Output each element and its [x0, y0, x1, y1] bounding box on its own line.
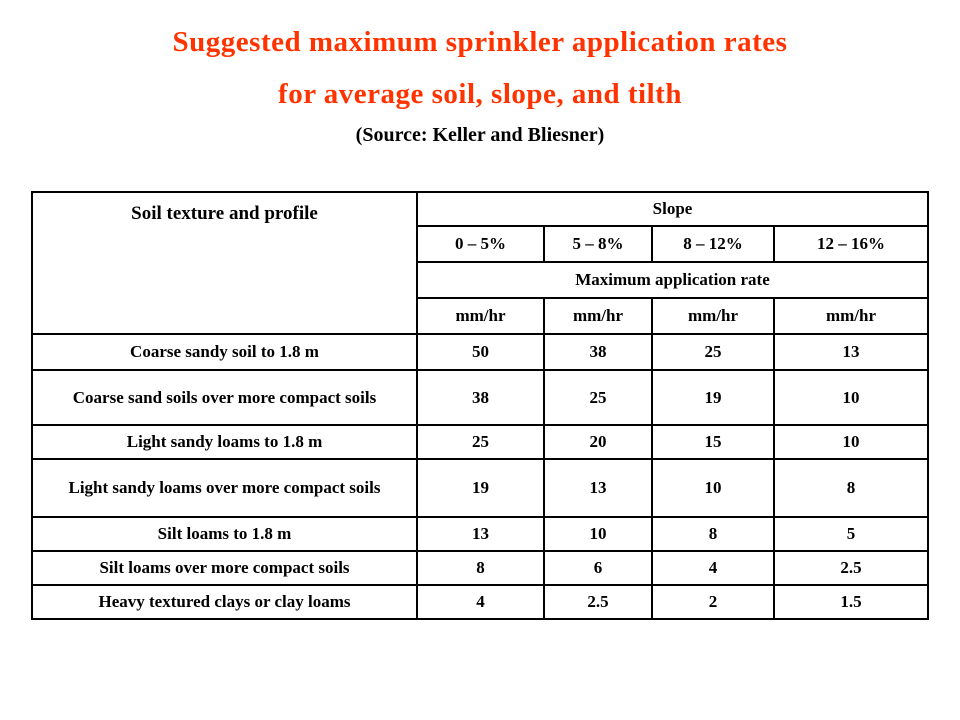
- soil-cell: Silt loams to 1.8 m: [32, 517, 417, 551]
- rate-cell: 50: [417, 334, 544, 370]
- rate-cell: 38: [417, 370, 544, 425]
- rate-cell: 10: [652, 459, 774, 517]
- rate-cell: 15: [652, 425, 774, 459]
- rate-cell: 8: [774, 459, 928, 517]
- rate-cell: 10: [544, 517, 652, 551]
- rate-cell: 1.5: [774, 585, 928, 619]
- rate-cell: 20: [544, 425, 652, 459]
- rate-cell: 19: [417, 459, 544, 517]
- soil-cell: Light sandy loams over more compact soils: [32, 459, 417, 517]
- rate-cell: 19: [652, 370, 774, 425]
- unit-header: mm/hr: [774, 298, 928, 334]
- soil-cell: Heavy textured clays or clay loams: [32, 585, 417, 619]
- rate-cell: 5: [774, 517, 928, 551]
- rate-cell: 13: [544, 459, 652, 517]
- rate-cell: 2: [652, 585, 774, 619]
- rate-cell: 6: [544, 551, 652, 585]
- table-row: [32, 551, 928, 585]
- max-rate-header: Maximum application rate: [417, 262, 928, 298]
- soil-cell: Coarse sandy soil to 1.8 m: [32, 334, 417, 370]
- soil-cell: Silt loams over more compact soils: [32, 551, 417, 585]
- slope-range-header: 12 – 16%: [774, 226, 928, 262]
- source-citation: (Source: Keller and Bliesner): [355, 124, 605, 146]
- table-row: [32, 459, 928, 517]
- page-title-line-1: Suggested maximum sprinkler application rates: [172, 26, 788, 58]
- application-rate-table: [31, 191, 929, 620]
- rate-cell: 2.5: [544, 585, 652, 619]
- rate-cell: 25: [417, 425, 544, 459]
- rate-cell: 13: [417, 517, 544, 551]
- rate-cell: 10: [774, 370, 928, 425]
- page-title-line-2: for average soil, slope, and tilth: [278, 78, 682, 110]
- rate-cell: 25: [544, 370, 652, 425]
- rate-cell: 8: [417, 551, 544, 585]
- table-row: [32, 370, 928, 425]
- rate-cell: 10: [774, 425, 928, 459]
- table-row: [32, 585, 928, 619]
- slope-range-header: 8 – 12%: [652, 226, 774, 262]
- rate-cell: 8: [652, 517, 774, 551]
- unit-header: mm/hr: [417, 298, 544, 334]
- rate-cell: 25: [652, 334, 774, 370]
- slope-range-header: 0 – 5%: [417, 226, 544, 262]
- slope-range-header: 5 – 8%: [544, 226, 652, 262]
- table-row: [32, 425, 928, 459]
- table-row: [32, 334, 928, 370]
- table-row: [32, 517, 928, 551]
- rate-cell: 38: [544, 334, 652, 370]
- unit-header: mm/hr: [652, 298, 774, 334]
- soil-cell: Light sandy loams to 1.8 m: [32, 425, 417, 459]
- rate-cell: 4: [417, 585, 544, 619]
- soil-texture-header: Soil texture and profile: [32, 192, 417, 334]
- rate-cell: 13: [774, 334, 928, 370]
- rate-cell: 2.5: [774, 551, 928, 585]
- unit-header: mm/hr: [544, 298, 652, 334]
- rate-cell: 4: [652, 551, 774, 585]
- soil-cell: Coarse sand soils over more compact soils: [32, 370, 417, 425]
- slope-header: Slope: [417, 192, 928, 226]
